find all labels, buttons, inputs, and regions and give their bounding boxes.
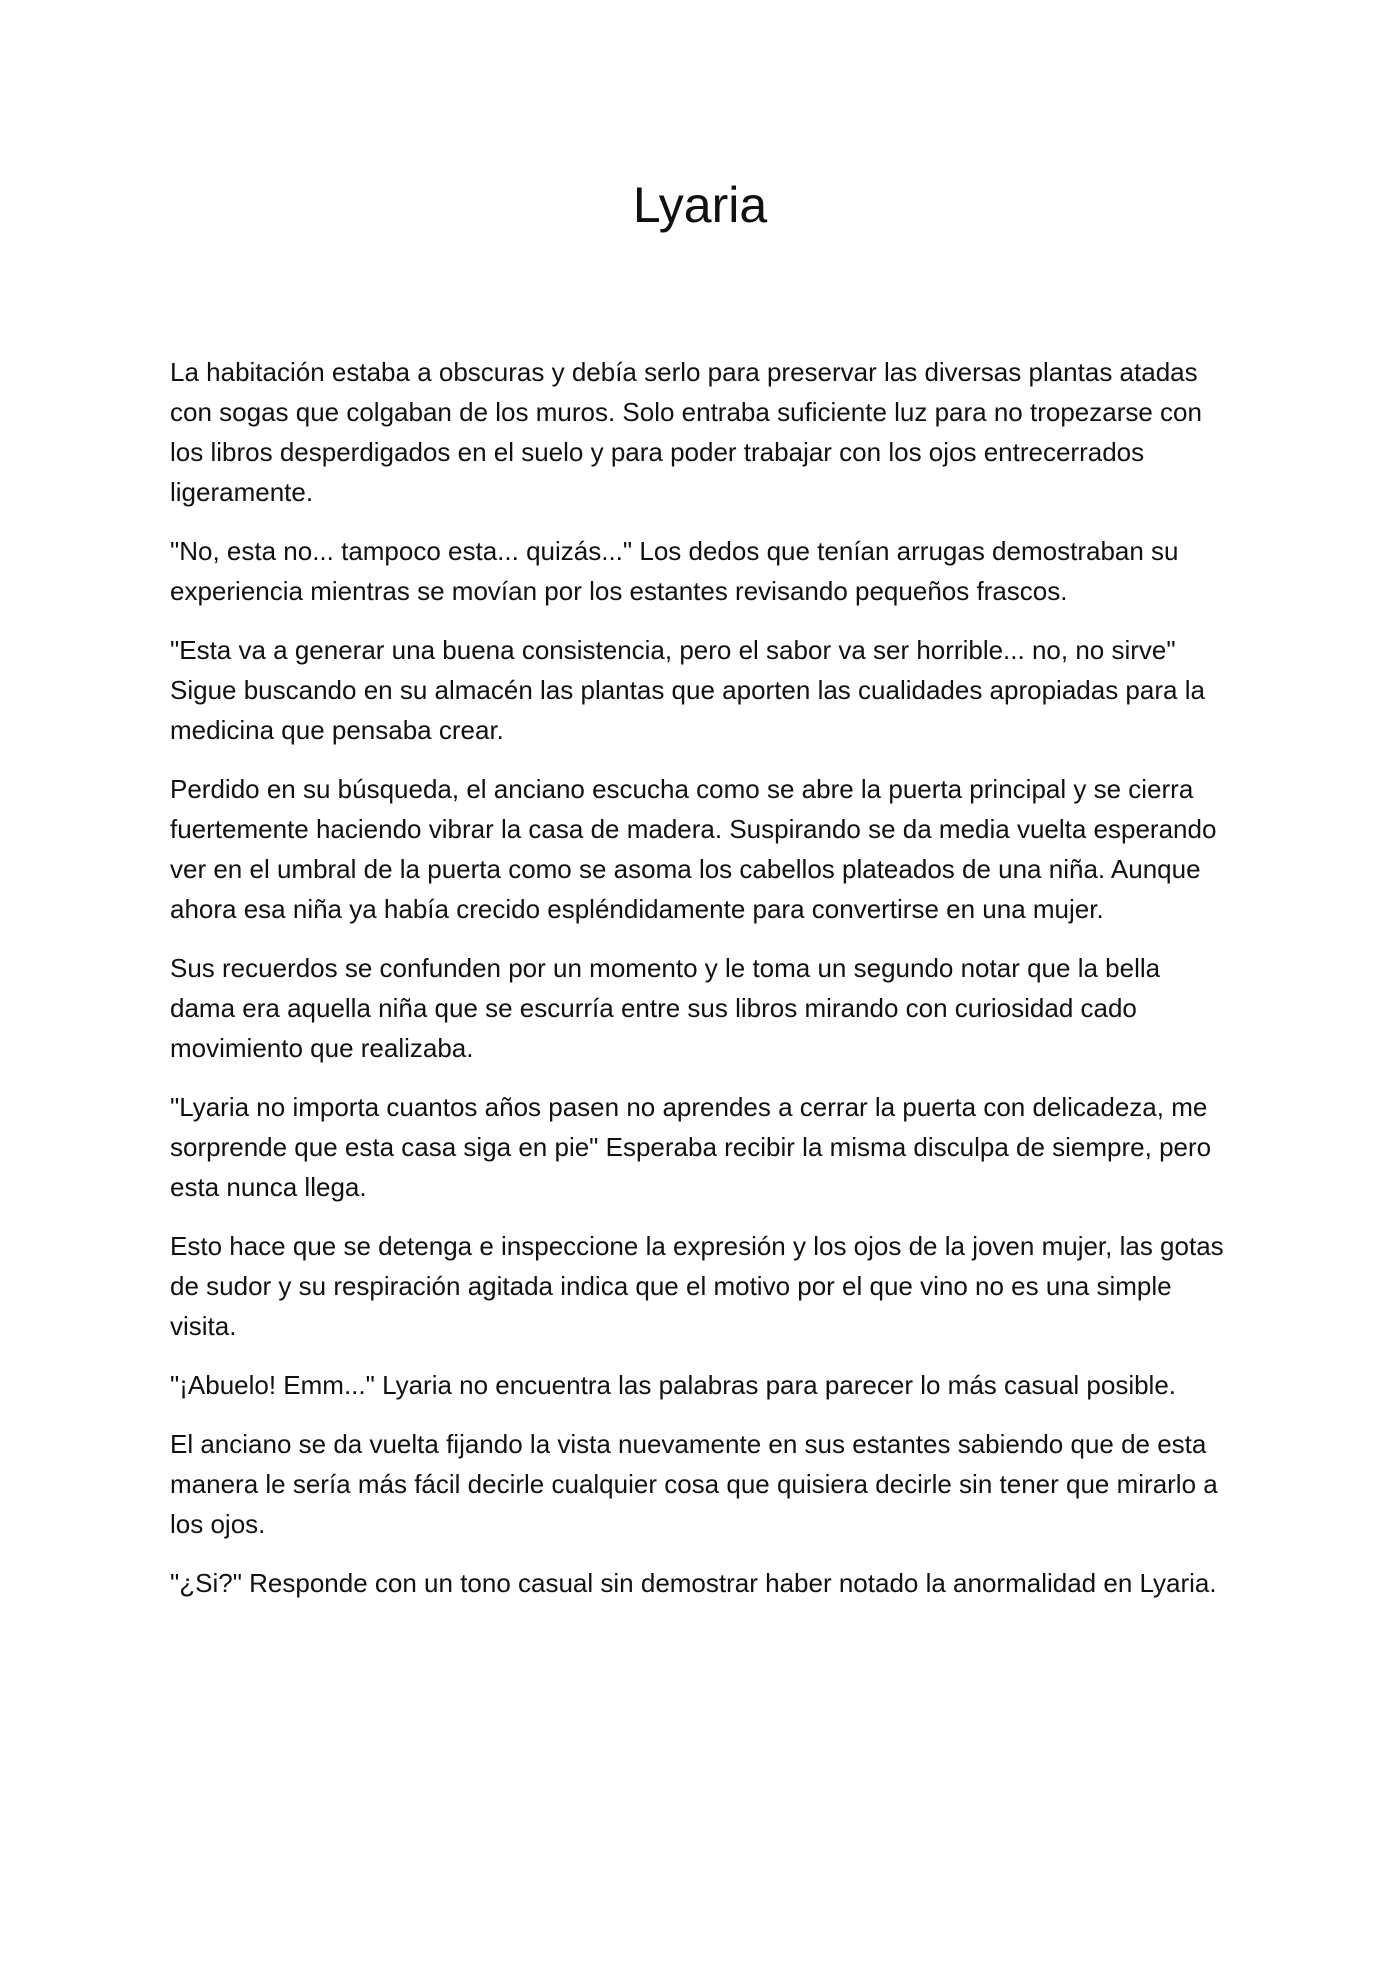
paragraph: El anciano se da vuelta fijando la vista nuevamente en sus estantes sabiendo que de esta manera le sería más fácil decirle cualquier cosa que quisiera decirle sin tener que mirarlo a los ojos. bbox=[170, 1429, 1218, 1539]
paragraph: "Lyaria no importa cuantos años pasen no aprendes a cerrar la puerta con delicadeza, me sorprende que esta casa siga en pie" Esperaba recibir la misma disculpa de siempre, pero esta nunca llega. bbox=[170, 1092, 1212, 1202]
paragraph: "¡Abuelo! Emm..." Lyaria no encuentra las palabras para parecer lo más casual posible. bbox=[170, 1370, 1177, 1400]
document-title: Lyaria bbox=[632, 177, 768, 233]
paragraph: "Esta va a generar una buena consistencia, pero el sabor va ser horrible... no, no sirve" Sigue buscando en su almacén las plantas que aporten las cualidades apropiadas para la medicina que pensaba crear. bbox=[170, 635, 1205, 745]
paragraph: "No, esta no... tampoco esta... quizás..." Los dedos que tenían arrugas demostraban su experiencia mientras se movían por los estantes revisando pequeños frascos. bbox=[170, 536, 1179, 606]
paragraph: "¿Si?" Responde con un tono casual sin demostrar haber notado la anormalidad en Lyaria. bbox=[170, 1568, 1217, 1598]
paragraph: La habitación estaba a obscuras y debía serlo para preservar las diversas plantas atadas con sogas que colgaban de los muros. Solo entraba suficiente luz para no tropezarse con los libros desperdigados en el suelo y para poder trabajar con los ojos entrecerrados ligeramente. bbox=[170, 357, 1202, 507]
paragraph: Perdido en su búsqueda, el anciano escucha como se abre la puerta principal y se cierra fuertemente haciendo vibrar la casa de madera. Suspirando se da media vuelta esperando ver en el umbral de la puerta como se asoma los cabellos plateados de una niña. Aunque ahora esa niña ya había crecido espléndidamente para convertirse en una mujer. bbox=[170, 774, 1217, 924]
paragraph: Esto hace que se detenga e inspeccione la expresión y los ojos de la joven mujer, las gotas de sudor y su respiración agitada indica que el motivo por el que vino no es una simple visita. bbox=[170, 1231, 1224, 1341]
document-body bbox=[170, 352, 1230, 1622]
paragraph: Sus recuerdos se confunden por un momento y le toma un segundo notar que la bella dama era aquella niña que se escurría entre sus libros mirando con curiosidad cado movimiento que realizaba. bbox=[170, 953, 1161, 1063]
